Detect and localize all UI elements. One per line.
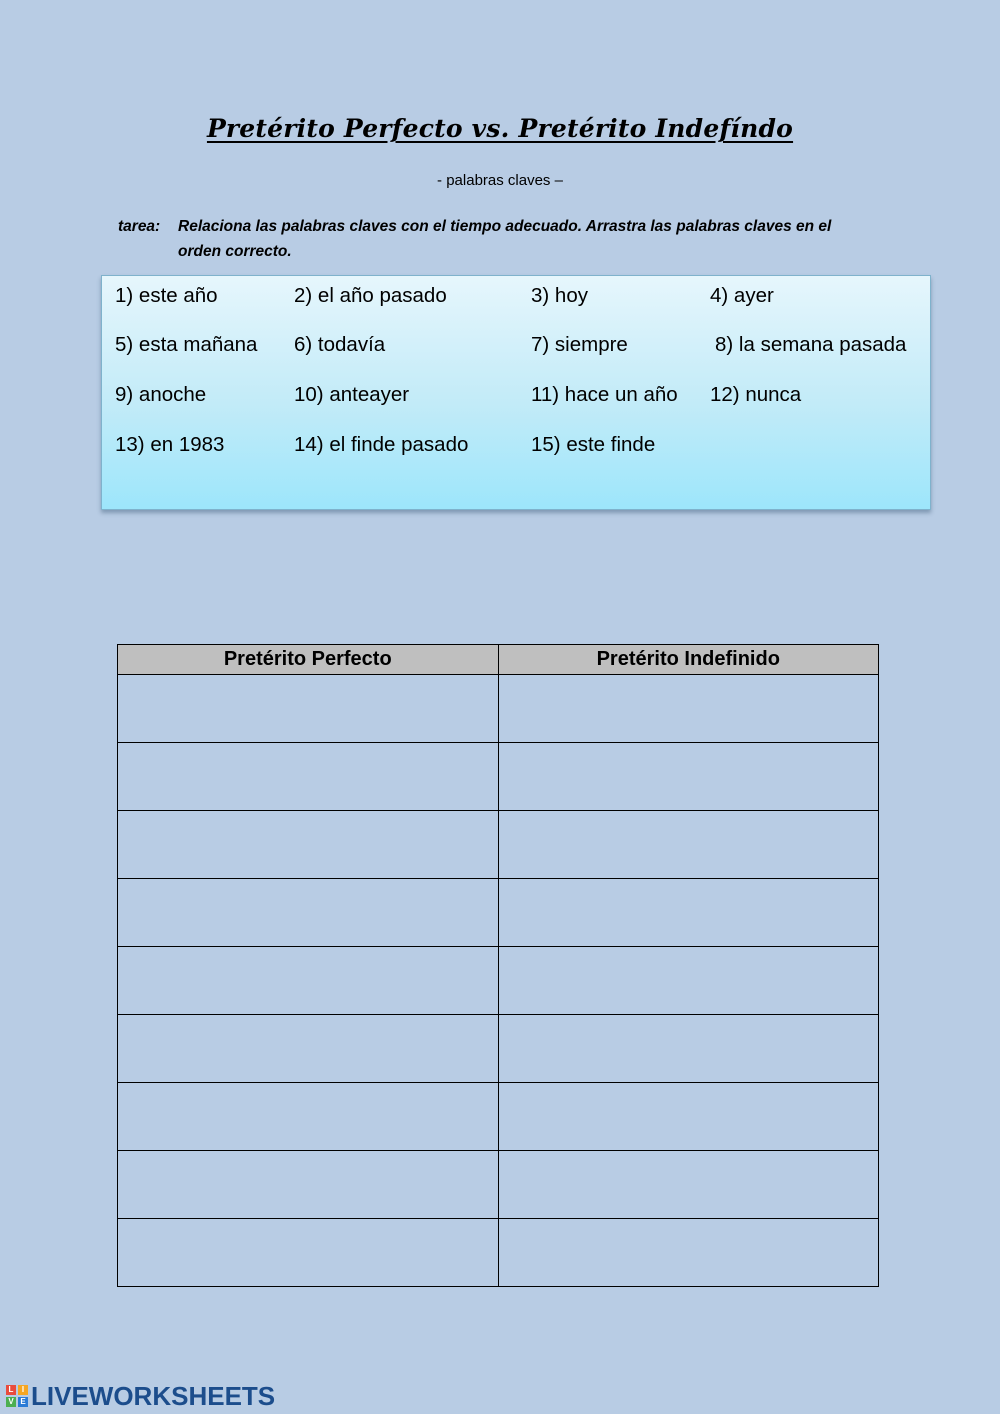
drop-cell-indefinido[interactable] [498,811,879,879]
keyword-item[interactable]: 15) este finde [531,433,656,456]
liveworksheets-logo-icon: L I V E [6,1385,28,1407]
table-row [118,1015,879,1083]
drop-cell-perfecto[interactable] [118,879,499,947]
table-row [118,879,879,947]
drop-cell-indefinido[interactable] [498,1015,879,1083]
drop-cell-perfecto[interactable] [118,1151,499,1219]
task-instructions [118,214,878,264]
table-row [118,1151,879,1219]
keyword-item[interactable]: 3) hoy [531,284,588,307]
keyword-item[interactable]: 6) todavía [294,333,386,356]
worksheet-subtitle: - palabras claves – [437,172,563,189]
keyword-item[interactable]: 12) nunca [710,383,802,406]
header-preterito-indefinido: Pretérito Indefinido [498,645,879,675]
liveworksheets-logo [6,1382,275,1410]
drop-cell-perfecto[interactable] [118,947,499,1015]
keyword-item[interactable]: 5) esta mañana [115,333,258,356]
drop-cell-indefinido[interactable] [498,879,879,947]
drop-cell-perfecto[interactable] [118,675,499,743]
table-row [118,1219,879,1287]
keyword-item[interactable]: 1) este año [115,284,218,307]
keyword-item[interactable]: 14) el finde pasado [294,433,469,456]
drop-cell-indefinido[interactable] [498,1083,879,1151]
drop-cell-indefinido[interactable] [498,743,879,811]
drop-cell-indefinido[interactable] [498,1219,879,1287]
drop-cell-indefinido[interactable] [498,675,879,743]
drop-cell-perfecto[interactable] [118,1219,499,1287]
drop-cell-perfecto[interactable] [118,1015,499,1083]
drop-cell-indefinido[interactable] [498,947,879,1015]
keyword-item[interactable]: 2) el año pasado [294,284,447,307]
table-row [118,811,879,879]
keyword-item[interactable]: 7) siempre [531,333,628,356]
worksheet-title: Pretérito Perfecto vs. Pretérito Indefíndo [206,114,794,143]
answer-table-body [118,675,879,1287]
liveworksheets-logo-text: LIVEWORKSHEETS [31,1380,276,1411]
table-row [118,947,879,1015]
task-label: tarea: [118,218,161,235]
drop-cell-indefinido[interactable] [498,1151,879,1219]
header-preterito-perfecto: Pretérito Perfecto [118,645,499,675]
table-row [118,1083,879,1151]
table-header-row [118,645,879,675]
table-row [118,743,879,811]
task-text: Relaciona las palabras claves con el tiempo adecuado. Arrastra las palabras claves en el orden correcto. [178,218,832,260]
answer-table [117,644,879,1287]
keyword-item[interactable]: 13) en 1983 [115,433,225,456]
keyword-item[interactable]: 8) la semana pasada [715,333,907,356]
drop-cell-perfecto[interactable] [118,811,499,879]
keyword-item[interactable]: 4) ayer [710,284,774,307]
drop-cell-perfecto[interactable] [118,1083,499,1151]
drop-cell-perfecto[interactable] [118,743,499,811]
keyword-bank [101,275,931,510]
keyword-item[interactable]: 11) hace un año [531,383,678,406]
keyword-item[interactable]: 10) anteayer [294,383,410,406]
keyword-item[interactable]: 9) anoche [115,383,207,406]
table-row [118,675,879,743]
